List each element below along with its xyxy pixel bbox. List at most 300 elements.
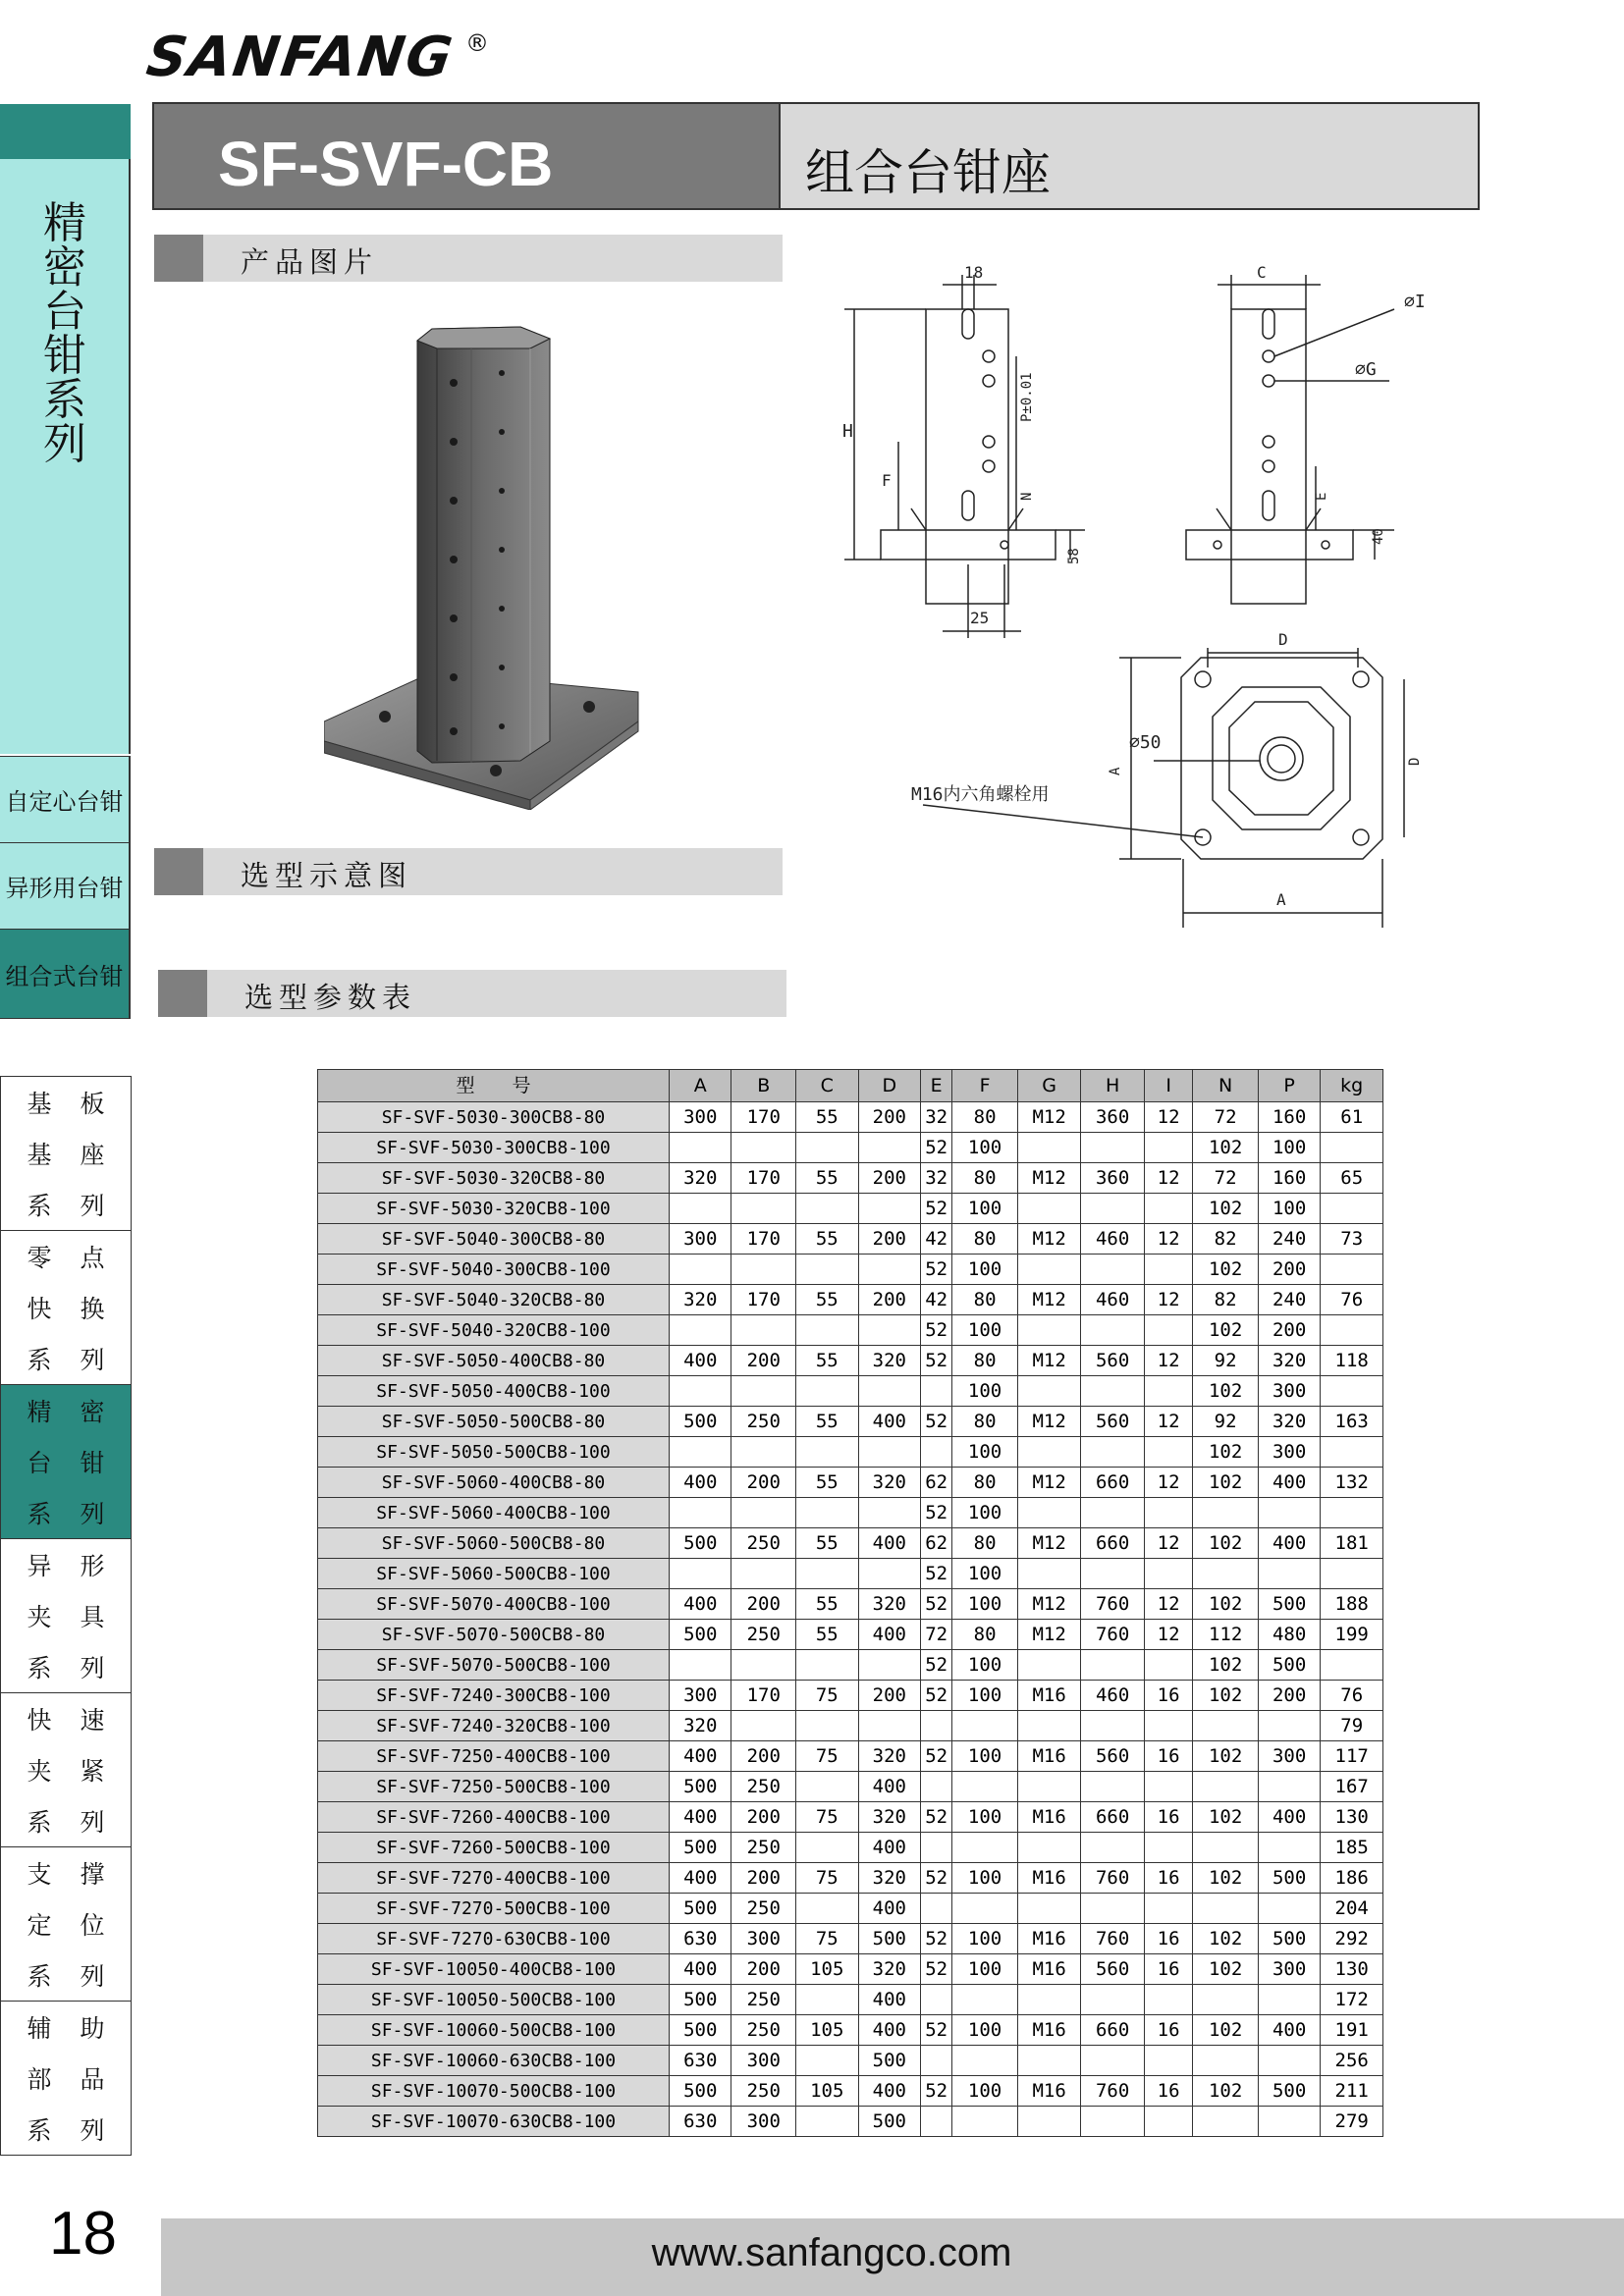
label-A-side: A: [1108, 767, 1123, 775]
table-cell: [858, 1255, 921, 1285]
table-cell: 500: [669, 1833, 731, 1863]
table-cell: 102: [1193, 1802, 1259, 1833]
sidebar-top-block: [0, 104, 131, 159]
table-cell: M16: [1017, 1863, 1081, 1894]
table-header-cell: D: [858, 1070, 921, 1102]
table-cell: M16: [1017, 1741, 1081, 1772]
table-cell: 200: [858, 1224, 921, 1255]
table-cell: 300: [731, 2107, 796, 2137]
table-cell: 100: [952, 1650, 1018, 1681]
table-cell: [1144, 1985, 1192, 2015]
table-cell: 16: [1144, 2015, 1192, 2046]
table-cell: 500: [669, 2076, 731, 2107]
series-nav-row: 台 钳: [27, 1449, 105, 1477]
table-cell: [1193, 1985, 1259, 2015]
series-nav-row: 快 速: [27, 1706, 105, 1735]
table-cell: 102: [1193, 1376, 1259, 1407]
table-cell: [1081, 1255, 1145, 1285]
table-cell: 100: [952, 2015, 1018, 2046]
table-row: [318, 1741, 1383, 1772]
table-row: [318, 2015, 1383, 2046]
table-cell: M12: [1017, 1468, 1081, 1498]
sidebar-vertical-title: 精 密 台 钳 系 列: [43, 198, 86, 469]
table-cell: 320: [858, 1863, 921, 1894]
table-cell: 660: [1081, 1468, 1145, 1498]
model-cell: SF-SVF-7240-320CB8-100: [318, 1711, 670, 1741]
table-cell: [1144, 1437, 1192, 1468]
table-cell: [921, 1376, 952, 1407]
table-cell: 400: [1258, 1468, 1321, 1498]
label-N: N: [1019, 492, 1035, 501]
table-cell: 300: [669, 1102, 731, 1133]
table-cell: 560: [1081, 1954, 1145, 1985]
table-cell: 102: [1193, 1863, 1259, 1894]
table-cell: 102: [1193, 1315, 1259, 1346]
table-cell: [1017, 1985, 1081, 2015]
table-cell: [1017, 1437, 1081, 1468]
table-cell: 500: [669, 2015, 731, 2046]
table-cell: 630: [669, 1924, 731, 1954]
table-cell: 100: [952, 1559, 1018, 1589]
table-cell: 200: [731, 1346, 796, 1376]
table-cell: [1017, 1559, 1081, 1589]
table-cell: 100: [952, 1924, 1018, 1954]
model-cell: SF-SVF-5070-500CB8-80: [318, 1620, 670, 1650]
table-cell: [952, 1985, 1018, 2015]
table-cell: 16: [1144, 1954, 1192, 1985]
series-nav-group[interactable]: [1, 1077, 131, 1231]
label-25: 25: [970, 609, 990, 627]
table-cell: 500: [669, 1772, 731, 1802]
table-cell: [858, 1498, 921, 1528]
model-cell: SF-SVF-7270-630CB8-100: [318, 1924, 670, 1954]
table-cell: [1258, 1498, 1321, 1528]
table-cell: 32: [921, 1102, 952, 1133]
series-nav-row: 系 列: [27, 1962, 105, 1991]
table-cell: 320: [858, 1954, 921, 1985]
table-cell: 80: [952, 1346, 1018, 1376]
table-cell: M12: [1017, 1620, 1081, 1650]
table-cell: [731, 1376, 796, 1407]
table-cell: [952, 1711, 1018, 1741]
spec-table: [317, 1069, 1383, 2137]
table-cell: [858, 1437, 921, 1468]
table-cell: [1017, 1894, 1081, 1924]
table-cell: 52: [921, 1407, 952, 1437]
table-cell: 500: [858, 2107, 921, 2137]
table-row: [318, 1133, 1383, 1163]
series-nav-group[interactable]: [1, 1385, 131, 1539]
table-cell: 760: [1081, 1924, 1145, 1954]
table-cell: [1144, 1833, 1192, 1863]
table-cell: [796, 1559, 859, 1589]
table-cell: [952, 1833, 1018, 1863]
table-cell: 360: [1081, 1102, 1145, 1133]
table-cell: 75: [796, 1802, 859, 1833]
technical-drawing: [825, 250, 1492, 937]
table-cell: [1017, 1772, 1081, 1802]
table-cell: 250: [731, 2015, 796, 2046]
table-cell: 400: [669, 1802, 731, 1833]
table-cell: 100: [952, 1741, 1018, 1772]
table-cell: 300: [1258, 1741, 1321, 1772]
sidebar-item-special-shape-vise[interactable]: 异形用台钳: [0, 842, 131, 929]
series-nav-group[interactable]: [1, 1847, 131, 2002]
section-diagram-label: 选型示意图: [241, 859, 413, 892]
table-cell: 52: [921, 1802, 952, 1833]
model-cell: SF-SVF-5040-300CB8-80: [318, 1224, 670, 1255]
series-nav-row: 系 列: [27, 1346, 105, 1374]
table-row: [318, 1559, 1383, 1589]
table-cell: M12: [1017, 1102, 1081, 1133]
series-nav-row: 系 列: [27, 1808, 105, 1837]
table-cell: [731, 1315, 796, 1346]
table-cell: 560: [1081, 1407, 1145, 1437]
table-cell: [1321, 1650, 1383, 1681]
table-header-cell: P: [1258, 1070, 1321, 1102]
table-cell: 500: [1258, 1589, 1321, 1620]
table-row: [318, 1924, 1383, 1954]
sidebar-item-self-centering-vise[interactable]: 自定心台钳: [0, 756, 131, 842]
model-cell: SF-SVF-7260-400CB8-100: [318, 1802, 670, 1833]
table-cell: 188: [1321, 1589, 1383, 1620]
table-cell: [952, 1772, 1018, 1802]
table-cell: [1258, 1711, 1321, 1741]
table-cell: [1017, 1650, 1081, 1681]
label-A-bottom: A: [1276, 890, 1286, 909]
table-cell: 130: [1321, 1802, 1383, 1833]
table-cell: 200: [858, 1285, 921, 1315]
table-cell: 400: [858, 1620, 921, 1650]
table-row: [318, 1376, 1383, 1407]
table-cell: 92: [1193, 1346, 1259, 1376]
model-cell: SF-SVF-5050-500CB8-100: [318, 1437, 670, 1468]
label-phi-I: ∅I: [1404, 292, 1426, 312]
model-cell: SF-SVF-7270-500CB8-100: [318, 1894, 670, 1924]
series-nav: [0, 1076, 132, 2156]
table-cell: [1193, 2107, 1259, 2137]
table-cell: 61: [1321, 1102, 1383, 1133]
model-cell: SF-SVF-10060-630CB8-100: [318, 2046, 670, 2076]
table-cell: [1321, 1498, 1383, 1528]
table-cell: M16: [1017, 1954, 1081, 1985]
table-cell: [1144, 1376, 1192, 1407]
model-cell: SF-SVF-5030-320CB8-100: [318, 1194, 670, 1224]
table-cell: [952, 1894, 1018, 1924]
table-header-cell: F: [952, 1070, 1018, 1102]
table-cell: 400: [1258, 1528, 1321, 1559]
table-cell: 92: [1193, 1407, 1259, 1437]
table-cell: 52: [921, 1498, 952, 1528]
table-cell: 132: [1321, 1468, 1383, 1498]
table-cell: [731, 1255, 796, 1285]
table-cell: 500: [858, 2046, 921, 2076]
table-cell: [1081, 2046, 1145, 2076]
table-cell: 500: [669, 1620, 731, 1650]
table-cell: 360: [1081, 1163, 1145, 1194]
table-row: [318, 1102, 1383, 1133]
table-cell: 400: [669, 1741, 731, 1772]
table-cell: 250: [731, 1620, 796, 1650]
table-cell: 105: [796, 2076, 859, 2107]
table-cell: [669, 1498, 731, 1528]
table-cell: M16: [1017, 1924, 1081, 1954]
table-cell: 170: [731, 1224, 796, 1255]
table-cell: 400: [669, 1589, 731, 1620]
table-cell: 320: [858, 1741, 921, 1772]
table-cell: 42: [921, 1285, 952, 1315]
table-cell: M12: [1017, 1285, 1081, 1315]
table-cell: 200: [731, 1863, 796, 1894]
table-cell: [1144, 1559, 1192, 1589]
table-cell: 80: [952, 1285, 1018, 1315]
table-cell: 118: [1321, 1346, 1383, 1376]
table-cell: 400: [858, 1894, 921, 1924]
table-cell: [1017, 1133, 1081, 1163]
table-cell: 55: [796, 1224, 859, 1255]
table-cell: 100: [952, 1863, 1018, 1894]
table-cell: [796, 1894, 859, 1924]
table-cell: 630: [669, 2046, 731, 2076]
table-row: [318, 1498, 1383, 1528]
table-cell: 170: [731, 1285, 796, 1315]
series-nav-row: 零 点: [27, 1244, 105, 1272]
table-cell: 102: [1193, 1681, 1259, 1711]
table-cell: 102: [1193, 1924, 1259, 1954]
table-cell: 400: [1258, 2015, 1321, 2046]
footer-url[interactable]: www.sanfangco.com: [651, 2231, 1012, 2274]
table-cell: 105: [796, 1954, 859, 1985]
label-bolt-note: M16内六角螺栓用: [911, 784, 1050, 805]
table-cell: [669, 1133, 731, 1163]
table-cell: 500: [1258, 1650, 1321, 1681]
table-cell: 100: [952, 1315, 1018, 1346]
label-C: C: [1257, 263, 1267, 282]
table-cell: 102: [1193, 1255, 1259, 1285]
table-cell: 400: [669, 1346, 731, 1376]
table-cell: [669, 1376, 731, 1407]
table-cell: [1321, 1315, 1383, 1346]
table-cell: [1321, 1194, 1383, 1224]
table-cell: [731, 1650, 796, 1681]
label-D-side: D: [1407, 757, 1423, 766]
model-cell: SF-SVF-5060-400CB8-100: [318, 1498, 670, 1528]
table-cell: 460: [1081, 1224, 1145, 1255]
table-cell: 80: [952, 1163, 1018, 1194]
table-cell: M16: [1017, 2076, 1081, 2107]
table-cell: [796, 1255, 859, 1285]
table-cell: [1144, 2107, 1192, 2137]
sidebar-item-combination-vise[interactable]: 组合式台钳: [0, 929, 131, 1019]
table-row: [318, 1802, 1383, 1833]
series-nav-group[interactable]: [1, 2002, 131, 2155]
table-cell: 200: [858, 1163, 921, 1194]
series-nav-row: 系 列: [27, 1192, 105, 1220]
table-cell: 100: [952, 1437, 1018, 1468]
model-cell: SF-SVF-5070-500CB8-100: [318, 1650, 670, 1681]
table-row: [318, 1194, 1383, 1224]
table-cell: 12: [1144, 1102, 1192, 1133]
table-cell: [1144, 1133, 1192, 1163]
table-cell: [1144, 1194, 1192, 1224]
table-cell: 112: [1193, 1620, 1259, 1650]
table-cell: 82: [1193, 1224, 1259, 1255]
table-cell: [1321, 1255, 1383, 1285]
table-cell: [796, 1772, 859, 1802]
table-cell: [858, 1650, 921, 1681]
table-cell: [731, 1559, 796, 1589]
table-row: [318, 1528, 1383, 1559]
table-cell: 73: [1321, 1224, 1383, 1255]
section-header-diagram: [154, 848, 783, 895]
table-row: [318, 1285, 1383, 1315]
table-row: [318, 1681, 1383, 1711]
table-cell: 660: [1081, 1802, 1145, 1833]
model-cell: SF-SVF-5050-400CB8-80: [318, 1346, 670, 1376]
model-cell: SF-SVF-5030-300CB8-100: [318, 1133, 670, 1163]
table-cell: 760: [1081, 2076, 1145, 2107]
table-cell: 300: [731, 1924, 796, 1954]
table-cell: [1144, 1650, 1192, 1681]
series-nav-row: 支 撑: [27, 1860, 105, 1889]
table-cell: 102: [1193, 1589, 1259, 1620]
label-18: 18: [964, 263, 984, 282]
model-cell: SF-SVF-5060-500CB8-100: [318, 1559, 670, 1589]
table-cell: 320: [858, 1468, 921, 1498]
table-cell: [1258, 1772, 1321, 1802]
series-nav-group[interactable]: [1, 1231, 131, 1385]
table-cell: 100: [952, 1133, 1018, 1163]
table-cell: 52: [921, 1255, 952, 1285]
series-nav-row: 部 品: [27, 2065, 105, 2094]
table-cell: 80: [952, 1224, 1018, 1255]
table-cell: 279: [1321, 2107, 1383, 2137]
table-cell: 240: [1258, 1224, 1321, 1255]
label-D-top: D: [1278, 630, 1288, 649]
table-cell: 80: [952, 1528, 1018, 1559]
table-cell: 102: [1193, 1468, 1259, 1498]
table-cell: 320: [669, 1711, 731, 1741]
table-cell: 200: [731, 1741, 796, 1772]
table-cell: 12: [1144, 1407, 1192, 1437]
table-cell: 80: [952, 1102, 1018, 1133]
series-nav-group[interactable]: [1, 1539, 131, 1693]
table-cell: M16: [1017, 1681, 1081, 1711]
series-nav-group[interactable]: [1, 1693, 131, 1847]
table-cell: 100: [952, 1954, 1018, 1985]
table-cell: [1321, 1437, 1383, 1468]
table-cell: 16: [1144, 1924, 1192, 1954]
table-cell: [1017, 1376, 1081, 1407]
table-header-cell: E: [921, 1070, 952, 1102]
table-cell: 560: [1081, 1741, 1145, 1772]
model-cell: SF-SVF-5060-500CB8-80: [318, 1528, 670, 1559]
table-cell: [921, 1772, 952, 1802]
table-cell: 400: [669, 1954, 731, 1985]
table-cell: 52: [921, 1954, 952, 1985]
table-cell: [1193, 1894, 1259, 1924]
table-cell: 102: [1193, 1133, 1259, 1163]
table-cell: [1193, 1833, 1259, 1863]
table-cell: [796, 1833, 859, 1863]
model-cell: SF-SVF-5030-300CB8-80: [318, 1102, 670, 1133]
table-cell: 12: [1144, 1589, 1192, 1620]
table-cell: 130: [1321, 1954, 1383, 1985]
label-E: E: [1314, 492, 1329, 501]
table-cell: 100: [952, 1498, 1018, 1528]
table-cell: [669, 1194, 731, 1224]
table-cell: 200: [731, 1589, 796, 1620]
table-cell: 480: [1258, 1620, 1321, 1650]
table-cell: 76: [1321, 1285, 1383, 1315]
table-cell: 72: [921, 1620, 952, 1650]
table-cell: [796, 1133, 859, 1163]
table-cell: 55: [796, 1620, 859, 1650]
table-cell: M12: [1017, 1346, 1081, 1376]
table-cell: [921, 1711, 952, 1741]
table-cell: [731, 1498, 796, 1528]
table-cell: [1258, 2046, 1321, 2076]
table-cell: 250: [731, 1772, 796, 1802]
table-cell: 12: [1144, 1285, 1192, 1315]
table-cell: 660: [1081, 1528, 1145, 1559]
model-cell: SF-SVF-10050-500CB8-100: [318, 1985, 670, 2015]
table-cell: 12: [1144, 1468, 1192, 1498]
table-cell: 52: [921, 1589, 952, 1620]
table-cell: 320: [669, 1163, 731, 1194]
table-row: [318, 1954, 1383, 1985]
table-cell: [796, 1437, 859, 1468]
table-row: [318, 1224, 1383, 1255]
table-cell: 760: [1081, 1589, 1145, 1620]
table-cell: [1258, 1559, 1321, 1589]
series-nav-row: 基 座: [27, 1141, 105, 1169]
table-cell: 52: [921, 1741, 952, 1772]
table-cell: 200: [1258, 1681, 1321, 1711]
table-cell: 75: [796, 1681, 859, 1711]
table-cell: [1193, 1498, 1259, 1528]
table-header-cell: G: [1017, 1070, 1081, 1102]
category-title: 组合台钳座: [805, 144, 1051, 201]
table-cell: 52: [921, 2015, 952, 2046]
table-cell: 62: [921, 1468, 952, 1498]
table-cell: 167: [1321, 1772, 1383, 1802]
series-nav-row: 系 列: [27, 1654, 105, 1682]
table-row: [318, 1650, 1383, 1681]
model-cell: SF-SVF-7270-400CB8-100: [318, 1863, 670, 1894]
table-cell: [1081, 2107, 1145, 2137]
table-cell: 400: [669, 1863, 731, 1894]
table-cell: 52: [921, 1315, 952, 1346]
table-cell: [669, 1650, 731, 1681]
table-cell: 75: [796, 1863, 859, 1894]
table-row: [318, 1468, 1383, 1498]
table-cell: [952, 2107, 1018, 2137]
table-cell: 160: [1258, 1163, 1321, 1194]
table-cell: [921, 1833, 952, 1863]
model-cell: SF-SVF-10070-630CB8-100: [318, 2107, 670, 2137]
table-cell: [858, 1194, 921, 1224]
table-cell: 320: [858, 1346, 921, 1376]
table-cell: 16: [1144, 1741, 1192, 1772]
label-P: P±0.01: [1019, 372, 1035, 422]
table-cell: [1258, 1985, 1321, 2015]
table-cell: 55: [796, 1102, 859, 1133]
table-cell: 500: [1258, 2076, 1321, 2107]
table-cell: 400: [669, 1468, 731, 1498]
table-row: [318, 1589, 1383, 1620]
table-row: [318, 1346, 1383, 1376]
